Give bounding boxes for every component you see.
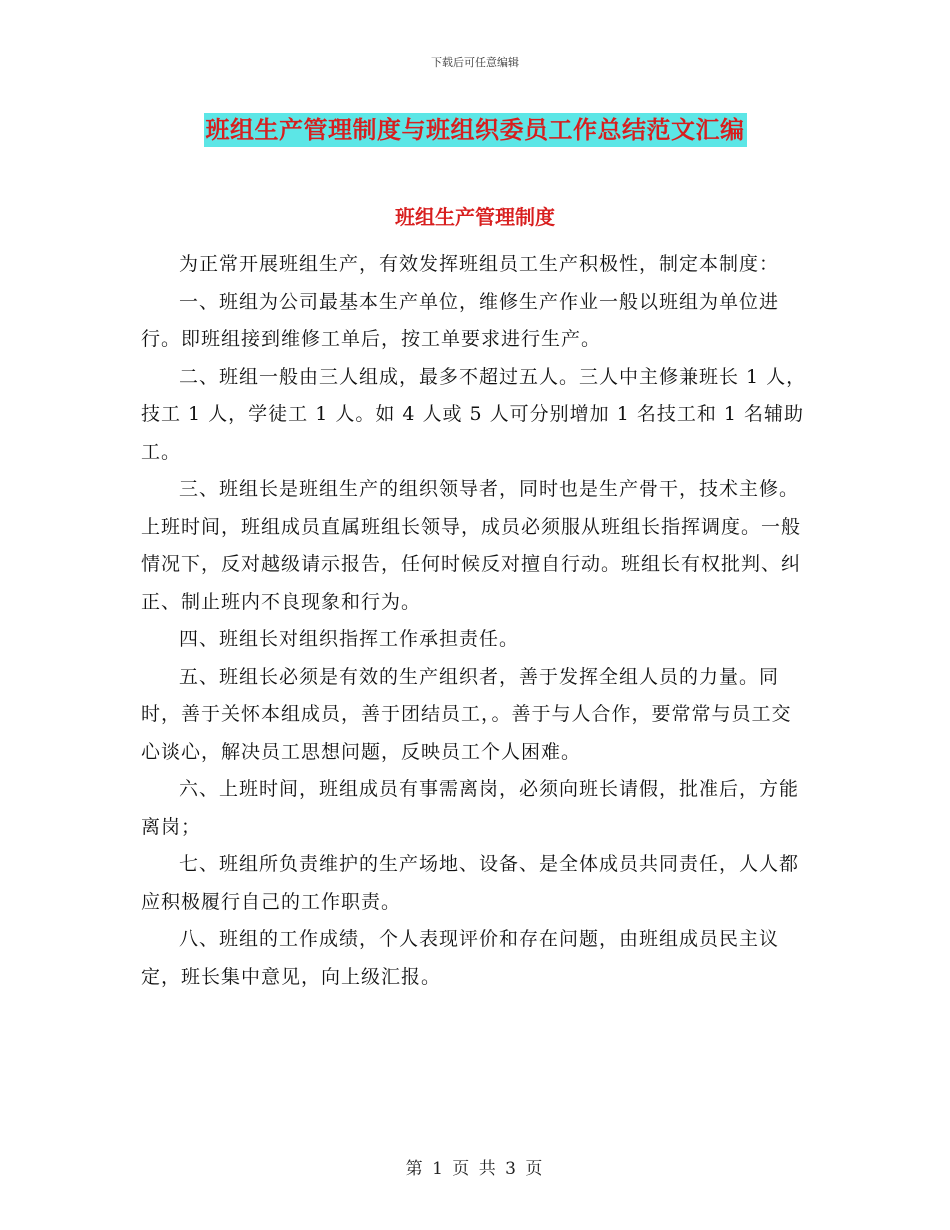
header-note: 下载后可任意编辑 [431,56,519,69]
paragraph-item-2: 二、班组一般由三人组成，最多不超过五人。三人中主修兼班长 1 人，技工 1 人，学徒工 1 人。如 4 人或 5 人可分别增加 1 名技工和 1 名辅助工。 [141,365,807,463]
section-title: 班组生产管理制度 [395,205,555,229]
document-title-wrap [0,113,950,147]
paragraph-item-3: 三、班组长是班组生产的组织领导者，同时也是生产骨干，技术主修。上班时间，班组成员直属班组长领导，成员必须服从班组长指挥调度。一般情况下，反对越级请示报告，任何时候反对擅自行动。班组长有权批判、纠正、制止班内不良现象和行为。 [141,478,802,613]
page-number-footer: 第 1 页 共 3 页 [405,1159,545,1179]
paragraph-item-4: 四、班组长对组织指挥工作承担责任。 [179,628,520,650]
paragraph-item-5: 五、班组长必须是有效的生产组织者，善于发挥全组人员的力量。同时，善于关怀本组成员，善于团结员工，。善于与人合作，要常常与员工交心谈心，解决员工思想问题，反映员工个人困难。 [141,665,792,763]
paragraph-item-1: 一、班组为公司最基本生产单位，维修生产作业一般以班组为单位进行。即班组接到维修工单后，按工单要求进行生产。 [141,290,780,350]
paragraph-item-6: 六、上班时间，班组成员有事需离岗，必须向班长请假，批准后，方能离岗； [141,778,800,838]
paragraph-item-7: 七、班组所负责维护的生产场地、设备、是全体成员共同责任，人人都应积极履行自己的工作职责。 [141,853,800,913]
paragraph-item-8: 八、班组的工作成绩，个人表现评价和存在问题，由班组成员民主议定，班长集中意见，向上级汇报。 [141,928,780,988]
document-body [141,246,811,996]
document-title: 班组生产管理制度与班组织委员工作总结范文汇编 [204,113,747,147]
paragraph-intro: 为正常开展班组生产，有效发挥班组员工生产积极性，制定本制度： [179,253,780,275]
